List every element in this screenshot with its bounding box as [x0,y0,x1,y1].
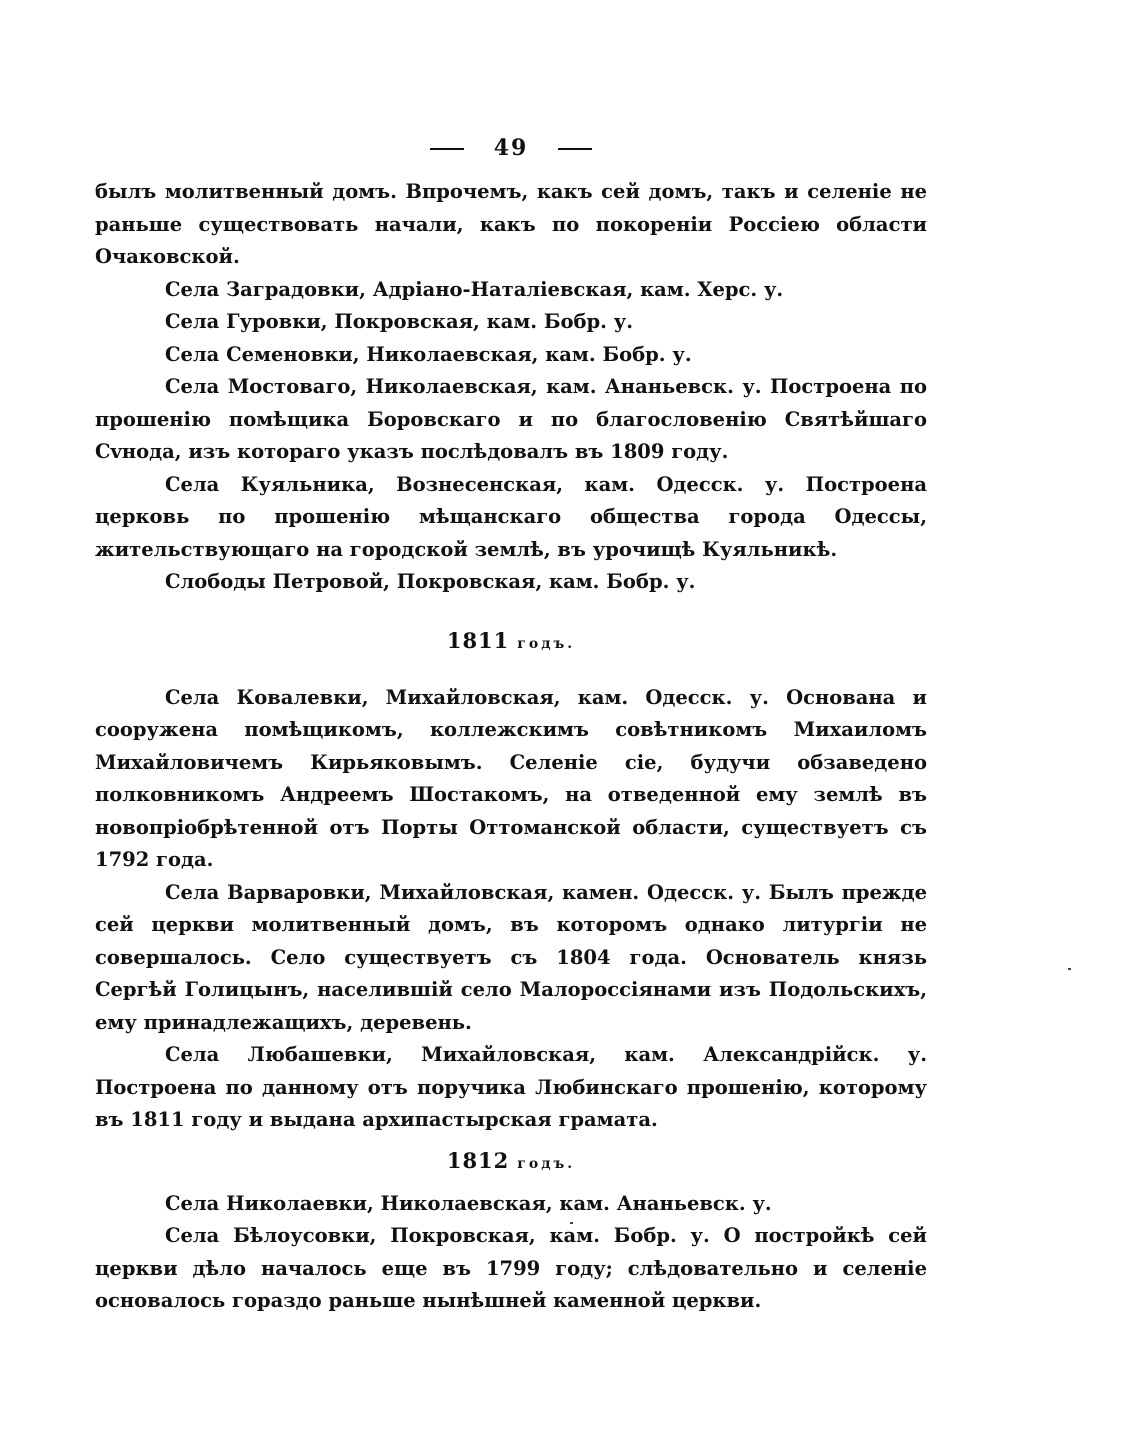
heading-word: годъ. [517,635,576,652]
heading-word: годъ. [517,1155,576,1172]
section-heading-1811 [95,625,927,660]
header-dash-left [430,148,464,150]
section-heading-1812 [95,1145,927,1180]
page-header [95,128,927,168]
paragraph-entry: Села Ковалевки, Михайловская, кам. Одесск. у. Основана и сооружена помѣщикомъ, коллежскимъ совѣтникомъ Михаиломъ Михайловичемъ Кирьяковымъ. Селеніе сіе, будучи обзаведено полковникомъ Андреемъ Шостакомъ, на отведенной ему землѣ въ новопріобрѣтенной отъ Порты Оттоманской области, существуетъ съ 1792 года. [95,685,927,871]
paragraph-entry: Села Мостоваго, Николаевская, кам. Ананьевск. у. Построена по прошенію помѣщика Боровскаго и по благословенію Святѣйшаго Сvнода, изъ котораго указъ послѣдовалъ въ 1809 году. [95,375,927,463]
scan-speck [1068,968,1071,970]
paragraph-entry: Села Семеновки, Николаевская, кам. Бобр. у. [165,342,692,366]
scan-speck [570,1222,573,1224]
paragraph-entry: Села Варваровки, Михайловская, камен. Одесск. у. Былъ прежде сей церкви молитвенный домъ, въ которомъ однако литургіи не совершалось. Село существуетъ съ 1804 года. Основатель князь Сергѣй Голицынъ, населившій село Малороссіянами изъ Подольскихъ, ему принадлежащихъ, деревень. [95,880,927,1034]
heading-year: 1812 [446,1147,510,1173]
heading-year: 1811 [446,627,510,653]
page-number: 49 [493,135,529,161]
paragraph-entry: Села Гуровки, Покровская, кам. Бобр. у. [165,310,634,333]
header-dash-right [558,148,592,150]
paragraph-entry: Слободы Петровой, Покровская, кам. Бобр. у. [165,570,696,593]
paragraph-continuation: былъ молитвенный домъ. Впрочемъ, какъ сей домъ, такъ и селеніе не раньше существовать начали, какъ по покореніи Россіею области Очаковской. [95,180,927,268]
paragraph-entry: Села Николаевки, Николаевская, кам. Ананьевск. у. [165,1191,772,1215]
paragraph-entry: Села Бѣлоусовки, Покровская, кам. Бобр. у. О постройкѣ сей церкви дѣло началось еще въ 1799 году; слѣдовательно и селеніе основалось гораздо раньше нынѣшней каменной церкви. [95,1224,927,1312]
paragraph-entry: Села Заградовки, Адріано-Наталіевская, кам. Херс. у. [165,277,784,301]
paragraph-entry: Села Любашевки, Михайловская, кам. Александрійск. у. Построена по данному отъ поручика Любинскаго прошенію, которому въ 1811 году и выдана архипастырская грамата. [95,1043,927,1131]
book-page [95,128,927,1318]
paragraph-entry: Села Куяльника, Вознесенская, кам. Одесск. у. Построена церковь по прошенію мѣщанскаго общества города Одессы, жительствующаго на городской землѣ, въ урочищѣ Куяльникѣ. [95,472,927,561]
